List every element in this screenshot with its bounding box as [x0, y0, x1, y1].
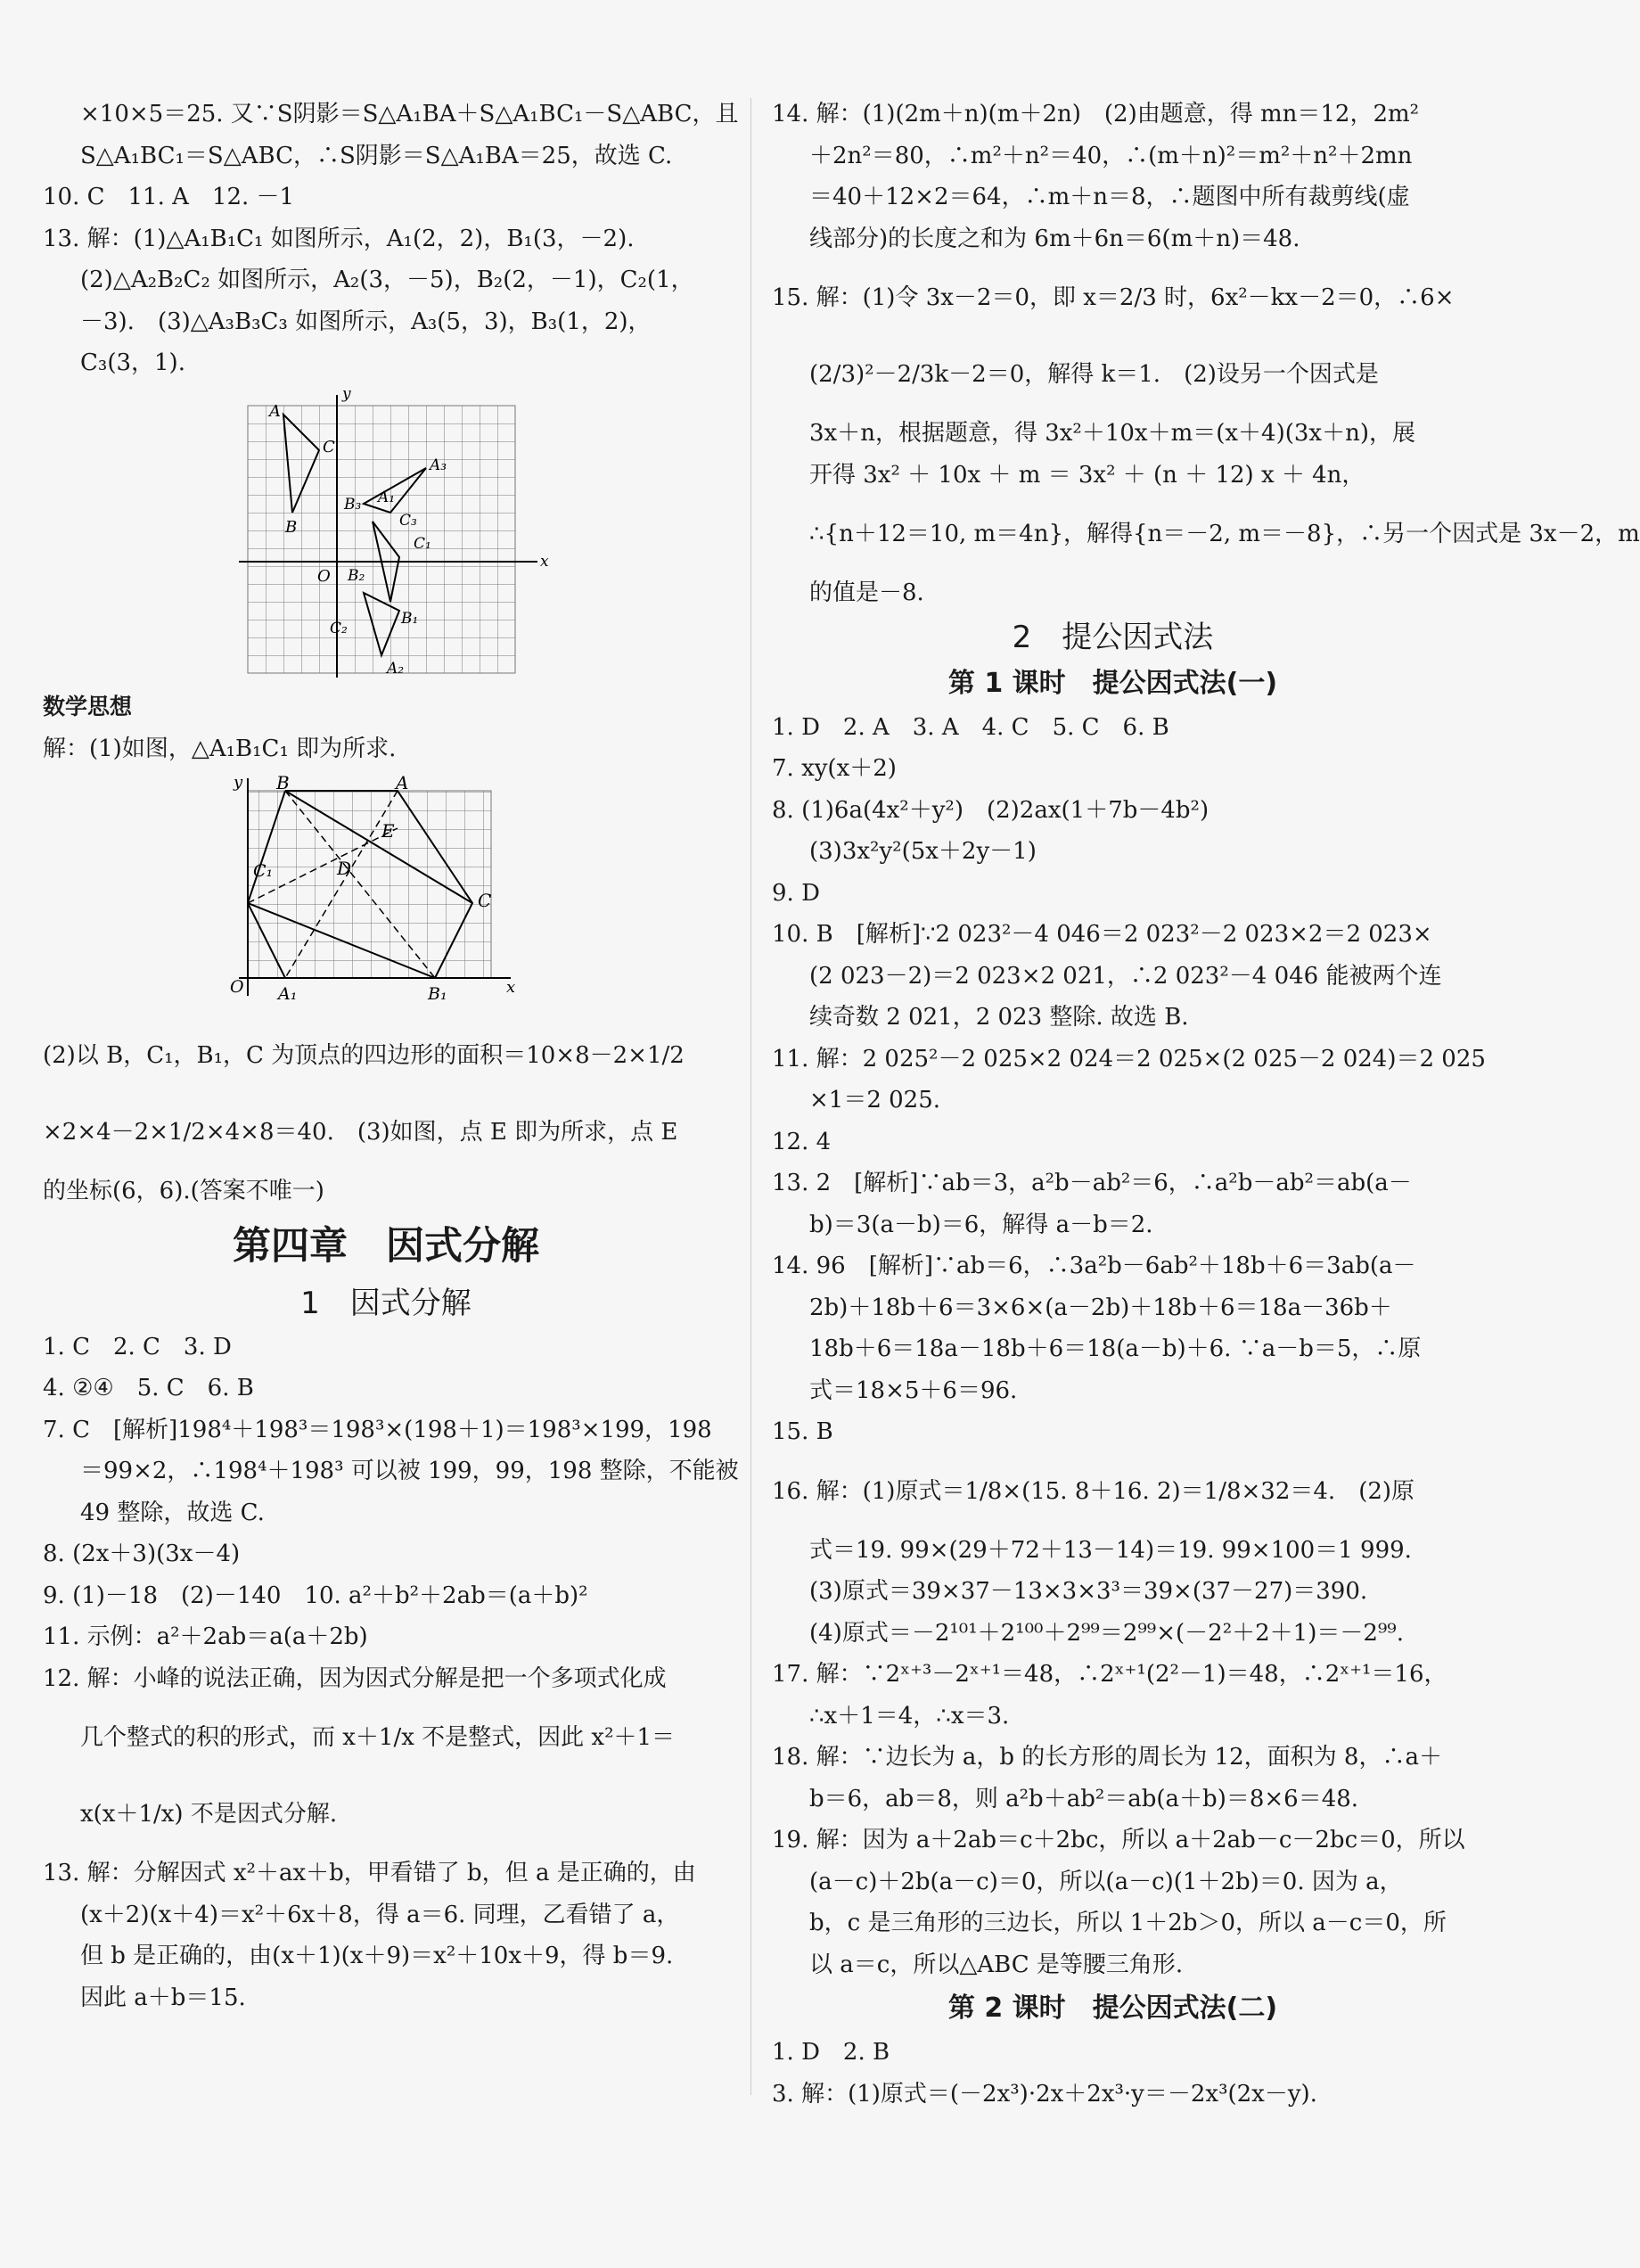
fig2-label: B — [276, 772, 290, 793]
text-line: ＋2n²＝80，∴m²＋n²＝40，∴(m＋n)²＝m²＋n²＋2mn — [809, 142, 1413, 169]
text-line: 1. C 2. C 3. D — [43, 1333, 232, 1360]
text-line: 18b＋6＝18a－18b＋6＝18(a－b)＋6. ∵a－b＝5，∴原 — [809, 1335, 1422, 1362]
text-line: ×2×4－2×1/2×4×8＝40. (3)如图，点 E 即为所求，点 E — [43, 1119, 678, 1146]
coordinate-figure-1 — [230, 384, 551, 682]
fig2-label: A₁ — [278, 984, 298, 1004]
text-line: 13. 解：(1)△A₁B₁C₁ 如图所示，A₁(2，2)，B₁(3，－2). — [43, 225, 635, 252]
text-line: (3)3x²y²(5x＋2y－1) — [809, 838, 1037, 865]
text-line: ＝99×2，∴198⁴＋198³ 可以被 199，99，198 整除，不能被 — [80, 1458, 739, 1484]
text-line: 49 整除，故选 C. — [80, 1499, 265, 1526]
text-line: 解：(1)如图，△A₁B₁C₁ 即为所求. — [43, 735, 397, 762]
text-line: 线部分)的长度之和为 6m＋6n＝6(m＋n)＝48. — [809, 225, 1300, 252]
text-line: (2/3)²－2/3k－2＝0，解得 k＝1. (2)设另一个因式是 — [809, 361, 1379, 388]
fig1-label: B — [285, 517, 298, 537]
lesson-title: 2 提公因式法 — [1012, 619, 1214, 655]
text-line: (2 023－2)＝2 023×2 021，∴2 023²－4 046 能被两个连 — [809, 962, 1442, 990]
column-divider — [750, 98, 751, 2095]
lesson-title: 1 因式分解 — [300, 1285, 472, 1321]
right-column — [772, 94, 1640, 2115]
fig2-label: C — [478, 890, 492, 911]
text-line: 续奇数 2 021，2 023 整除. 故选 B. — [809, 1004, 1189, 1031]
text-line: 14. 解：(1)(2m＋n)(m＋2n) (2)由题意，得 mn＝12，2m² — [772, 101, 1420, 127]
fig1-label: x — [540, 552, 549, 571]
text-line: b，c 是三角形的三边长，所以 1＋2b＞0，所以 a－c＝0，所 — [809, 1910, 1447, 1936]
text-line: 式＝18×5＋6＝96. — [809, 1376, 1018, 1404]
text-line: ×1＝2 025. — [809, 1087, 941, 1113]
text-line: 的坐标(6，6).(答案不唯一) — [43, 1178, 324, 1204]
text-line: 3. 解：(1)原式＝(－2x³)·2x＋2x³·y＝－2x³(2x－y). — [772, 2080, 1317, 2108]
fig2-label: E — [381, 820, 395, 842]
text-line: 12. 解：小峰的说法正确，因为因式分解是把一个多项式化成 — [43, 1664, 667, 1692]
fig1-label: C — [323, 437, 335, 456]
text-line: ∴{n＋12＝10, m＝4n}，解得{n＝－2, m＝－8}，∴另一个因式是 3x－2，m — [809, 521, 1640, 547]
text-line: (x＋2)(x＋4)＝x²＋6x＋8，得 a＝6. 同理，乙看错了 a， — [80, 1901, 680, 1928]
fig2-label: O — [230, 977, 244, 997]
text-line: 11. 解：2 025²－2 025×2 024＝2 025×(2 025－2 024)＝2 025 — [772, 1045, 1486, 1072]
fig1-label: A₁ — [378, 488, 396, 506]
text-line: 式＝19. 99×(29＋72＋13－14)＝19. 99×100＝1 999. — [809, 1536, 1412, 1564]
fig1-label: C₂ — [330, 619, 348, 637]
left-column — [43, 94, 739, 2018]
text-line: 15. 解：(1)令 3x－2＝0，即 x＝2/3 时，6x²－kx－2＝0，∴6× — [772, 284, 1455, 311]
text-line: (2)以 B，C₁，B₁，C 为顶点的四边形的面积＝10×8－2×1/2 — [43, 1042, 685, 1069]
text-line: 12. 4 — [772, 1128, 832, 1155]
fig1-label: A₃ — [430, 456, 447, 474]
text-line: ∴x＋1＝4，∴x＝3. — [809, 1702, 1010, 1730]
text-line: 4. ②④ 5. C 6. B — [43, 1375, 254, 1401]
fig2-label: x — [506, 978, 516, 997]
fig2-label: A — [396, 772, 409, 793]
fig2-label: y — [234, 773, 243, 792]
text-line: 14. 96 [解析]∵ab＝6，∴3a²b－6ab²＋18b＋6＝3ab(a－ — [772, 1253, 1416, 1279]
text-line: x(x＋1/x) 不是因式分解. — [80, 1801, 338, 1828]
text-line: 18. 解：∵边长为 a，b 的长方形的周长为 12，面积为 8，∴a＋ — [772, 1744, 1442, 1771]
text-line: 10. C 11. A 12. －1 — [43, 184, 295, 210]
text-line: 9. D — [772, 879, 820, 907]
text-line: 13. 2 [解析]∵ab＝3，a²b－ab²＝6，∴a²b－ab²＝ab(a－ — [772, 1170, 1412, 1196]
text-line: (4)原式＝－2¹⁰¹＋2¹⁰⁰＋2⁹⁹＝2⁹⁹×(－2²＋2＋1)＝－2⁹⁹. — [809, 1619, 1404, 1647]
fig1-label: C₃ — [399, 511, 417, 530]
text-line: (3)原式＝39×37－13×3×3³＝39×(37－27)＝390. — [809, 1578, 1368, 1605]
fig1-label: y — [342, 384, 351, 403]
text-line: 7. C [解析]198⁴＋198³＝198³×(198＋1)＝198³×199，198 — [43, 1416, 712, 1443]
fig1-label: O — [317, 566, 331, 586]
text-line: 16. 解：(1)原式＝1/8×(15. 8＋16. 2)＝1/8×32＝4. (2)原 — [772, 1477, 1415, 1505]
text-line: －3). (3)△A₃B₃C₃ 如图所示，A₃(5，3)，B₃(1，2)， — [80, 308, 652, 335]
text-line: 19. 解：因为 a＋2ab＝c＋2bc，所以 a＋2ab－c－2bc＝0，所以 — [772, 1827, 1465, 1853]
text-line: 9. (1)－18 (2)－140 10. a²＋b²＋2ab＝(a＋b)² — [43, 1582, 588, 1609]
fig1-label: B₁ — [401, 609, 419, 628]
fig2-label: D — [337, 858, 352, 879]
text-line: 13. 解：分解因式 x²＋ax＋b，甲看错了 b，但 a 是正确的，由 — [43, 1860, 696, 1886]
section-heading: 数学思想 — [43, 693, 133, 719]
text-line: ＝40＋12×2＝64，∴m＋n＝8，∴题图中所有裁剪线(虚 — [809, 184, 1410, 210]
fig2-label: B₁ — [428, 984, 447, 1004]
fig2-label: C₁ — [253, 861, 274, 881]
class-title: 第 2 课时 提公因式法(二) — [947, 1993, 1278, 2024]
text-line: 10. B [解析]∵2 023²－4 046＝2 023²－2 023×2＝2 023× — [772, 921, 1432, 948]
fig1-label: B₂ — [348, 566, 365, 585]
text-line: 15. B — [772, 1418, 833, 1445]
text-line: (a－c)＋2b(a－c)＝0，所以(a－c)(1＋2b)＝0. 因为 a， — [809, 1868, 1403, 1895]
fig1-label: B₃ — [344, 495, 362, 514]
text-line: 因此 a＋b＝15. — [80, 1984, 246, 2011]
text-line: b)＝3(a－b)＝6，解得 a－b＝2. — [809, 1211, 1153, 1238]
text-line: C₃(3，1). — [80, 349, 185, 376]
text-line: 17. 解：∵2ˣ⁺³－2ˣ⁺¹＝48，∴2ˣ⁺¹(2²－1)＝48，∴2ˣ⁺¹＝16， — [772, 1661, 1447, 1688]
chapter-title: 第四章 因式分解 — [233, 1223, 539, 1269]
text-line: 7. xy(x＋2) — [772, 755, 897, 782]
text-line: 开得 3x² ＋ 10x ＋ m ＝ 3x² ＋ (n ＋ 12) x ＋ 4n， — [809, 461, 1365, 489]
text-line: b＝6，ab＝8，则 a²b＋ab²＝ab(a＋b)＝8×6＝48. — [809, 1785, 1359, 1812]
text-line: 1. D 2. A 3. A 4. C 5. C 6. B — [772, 713, 1169, 741]
text-line: 以 a＝c，所以△ABC 是等腰三角形. — [809, 1951, 1184, 1978]
text-line: 8. (2x＋3)(3x－4) — [43, 1541, 241, 1567]
coordinate-figure-2 — [221, 773, 524, 1014]
fig1-label: C₁ — [414, 534, 431, 553]
text-line: (2)△A₂B₂C₂ 如图所示，A₂(3，－5)，B₂(2，－1)，C₂(1， — [80, 267, 694, 293]
text-line: S△A₁BC₁＝S△ABC，∴S阴影＝S△A₁BA＝25，故选 C. — [80, 142, 673, 169]
text-line: 8. (1)6a(4x²＋y²) (2)2ax(1＋7b－4b²) — [772, 796, 1210, 824]
text-line: 1. D 2. B — [772, 2039, 890, 2066]
fig1-label: A₂ — [387, 659, 405, 678]
text-line: 2b)＋18b＋6＝3×6×(a－2b)＋18b＋6＝18a－36b＋ — [809, 1294, 1392, 1321]
text-line: ×10×5＝25. 又∵S阴影＝S△A₁BA＋S△A₁BC₁－S△ABC，且 — [80, 101, 739, 127]
text-line: 的值是－8. — [809, 579, 924, 606]
text-line: 几个整式的积的形式，而 x＋1/x 不是整式，因此 x²＋1＝ — [80, 1724, 676, 1751]
text-line: 但 b 是正确的，由(x＋1)(x＋9)＝x²＋10x＋9，得 b＝9. — [80, 1943, 674, 1969]
text-line: 3x＋n，根据题意，得 3x²＋10x＋m＝(x＋4)(3x＋n)，展 — [809, 420, 1415, 447]
fig1-label: A — [269, 401, 281, 421]
class-title: 第 1 课时 提公因式法(一) — [947, 667, 1278, 699]
text-line: 11. 示例：a²＋2ab＝a(a＋2b) — [43, 1623, 368, 1650]
